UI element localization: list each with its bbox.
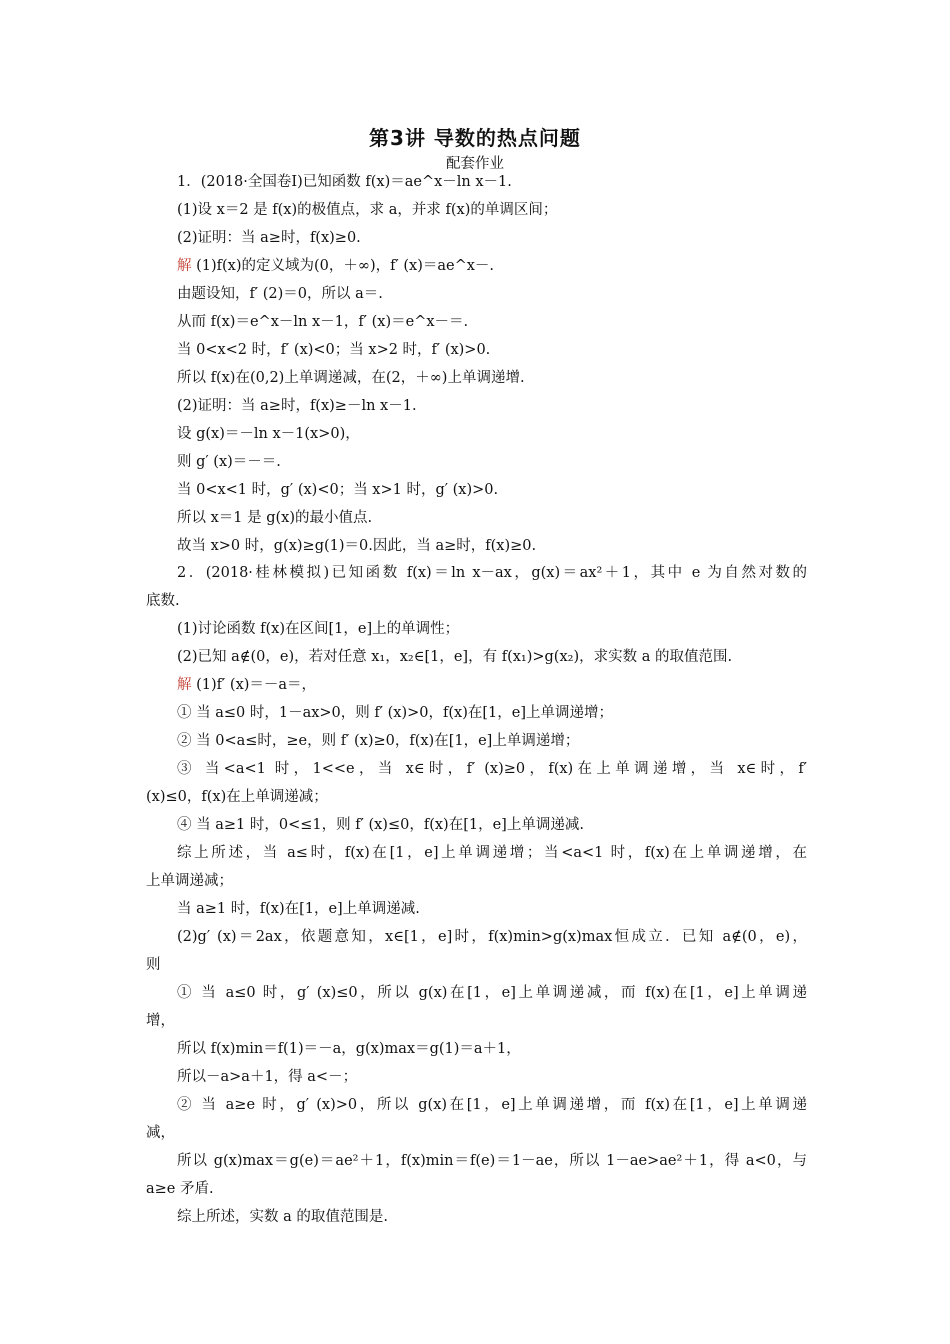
page-subtitle: 配套作业 <box>446 156 504 172</box>
text-line <box>146 871 233 891</box>
text-line-content: 当 a≥1 时，f(x)在[1，e]上单调递减. <box>177 901 420 917</box>
text-line <box>177 340 490 360</box>
text-line-content: (1)f′ (x)＝－a＝， <box>191 677 317 693</box>
text-line-content: (2)证明：当 a≥时，f(x)≥－ln x－1. <box>177 398 417 414</box>
text-line-content: 所以－a>a＋1，得 a<－； <box>177 1069 358 1085</box>
text-line-content: (2)g′ (x)＝2ax，依题意知，x∈[1，e]时，f(x)min>g(x)max恒成立．已知 a∉(0，e)， <box>177 929 807 945</box>
text-line <box>146 955 161 975</box>
text-line-content: ② 当 a≥e 时，g′ (x)>0，所以 g(x)在[1，e]上单调递增，而 f(x)在[1，e]上单调递 <box>177 1097 807 1113</box>
text-line <box>177 172 512 192</box>
text-line <box>177 927 807 947</box>
text-line <box>177 675 316 695</box>
text-line <box>177 312 468 332</box>
text-line <box>177 508 372 528</box>
text-line <box>177 536 536 556</box>
text-line <box>146 1123 175 1143</box>
text-line-content: 1．(2018·全国卷Ⅰ)已知函数 f(x)＝ae^x－ln x－1. <box>177 174 512 190</box>
text-line <box>177 1039 521 1059</box>
text-line <box>177 256 494 276</box>
text-line-content: 综上所述，实数 a 的取值范围是. <box>177 1209 388 1225</box>
text-line-content: ① 当 a≤0 时，g′ (x)≤0，所以 g(x)在[1，e]上单调递减，而 f(x)在[1，e]上单调递 <box>177 985 807 1001</box>
text-line <box>177 284 383 304</box>
text-line <box>177 899 420 919</box>
text-line <box>177 396 417 416</box>
text-line-content: 当 0<x<2 时，f′ (x)<0；当 x>2 时，f′ (x)>0. <box>177 342 491 358</box>
text-line <box>177 563 807 583</box>
text-line <box>146 1179 214 1199</box>
text-line-content: ③ 当<a<1 时，1<<e，当 x∈时，f′ (x)≥0，f(x)在上单调递增，当 x∈时，f′ <box>177 761 807 777</box>
solution-marker: 解 <box>177 258 192 274</box>
text-line <box>177 1151 807 1171</box>
text-line <box>177 647 732 667</box>
text-line-content: (2)证明：当 a≥时，f(x)≥0. <box>177 230 361 246</box>
text-line <box>177 368 525 388</box>
text-line <box>177 815 584 835</box>
text-line-content: ① 当 a≤0 时，1－ax>0，则 f′ (x)>0，f(x)在[1，e]上单调递增； <box>177 705 613 721</box>
text-line <box>177 731 579 751</box>
text-line <box>177 1067 357 1087</box>
text-line-content: (1)讨论函数 f(x)在区间[1，e]上的单调性； <box>177 621 460 637</box>
text-line <box>146 1011 175 1031</box>
text-line-content: 从而 f(x)＝e^x－ln x－1，f′ (x)＝e^x－＝. <box>177 314 469 330</box>
text-line <box>177 703 613 723</box>
text-line <box>177 424 360 444</box>
text-line-content: 所以 g(x)max＝g(e)＝ae²＋1，f(x)min＝f(e)＝1－ae，所以 1－ae>ae²＋1，得 a<0，与 <box>177 1153 807 1169</box>
text-line-content: 2．(2018·桂林模拟)已知函数 f(x)＝ln x－ax，g(x)＝ax²＋1，其中 e 为自然对数的 <box>177 565 807 581</box>
text-line-content: 所以 x＝1 是 g(x)的最小值点. <box>177 510 373 526</box>
text-line-content: (2)已知 a∉(0，e)，若对任意 x₁，x₂∈[1，e]，有 f(x₁)>g(x₂)，求实数 a 的取值范围. <box>177 649 733 665</box>
text-line-content: 底数. <box>146 593 180 609</box>
text-line <box>177 480 498 500</box>
text-line <box>146 787 328 807</box>
text-line-content: (x)≤0，f(x)在上单调递减； <box>146 789 328 805</box>
text-line-content: ② 当 0<a≤时，≥e，则 f′ (x)≥0，f(x)在[1，e]上单调递增； <box>177 733 580 749</box>
text-line-content: (1)设 x＝2 是 f(x)的极值点，求 a，并求 f(x)的单调区间； <box>177 202 558 218</box>
text-line <box>146 591 180 611</box>
text-line-content: (1)f(x)的定义域为(0，＋∞)，f′ (x)＝ae^x－. <box>191 258 495 274</box>
text-line-content: 所以 f(x)min＝f(1)＝－a，g(x)max＝g(1)＝a＋1， <box>177 1041 521 1057</box>
text-line-content: 增， <box>146 1013 175 1029</box>
text-line <box>177 759 807 779</box>
text-line-content: 上单调递减； <box>146 873 233 889</box>
page-title: 第3讲 导数的热点问题 <box>369 126 581 150</box>
text-line-content: 所以 f(x)在(0,2)上单调递减，在(2，＋∞)上单调递增. <box>177 370 525 386</box>
text-line <box>177 228 361 248</box>
text-line-content: 综上所述，当 a≤时，f(x)在[1，e]上单调递增；当<a<1 时，f(x)在上单调递增，在 <box>177 845 807 861</box>
text-line <box>177 1095 807 1115</box>
text-line <box>177 200 557 220</box>
text-line-content: 则 <box>146 957 161 973</box>
text-line-content: ④ 当 a≥1 时，0<≤1，则 f′ (x)≤0，f(x)在[1，e]上单调递减. <box>177 817 584 833</box>
text-line-content: 当 0<x<1 时，g′ (x)<0；当 x>1 时，g′ (x)>0. <box>177 482 499 498</box>
solution-marker: 解 <box>177 677 192 693</box>
text-line-content: 故当 x>0 时，g(x)≥g(1)＝0.因此，当 a≥时，f(x)≥0. <box>177 538 537 554</box>
text-line-content: 减， <box>146 1125 175 1141</box>
text-line-content: 设 g(x)＝－ln x－1(x>0)， <box>177 426 360 442</box>
text-line <box>177 619 459 639</box>
text-line <box>177 1207 388 1227</box>
text-line-content: 由题设知，f′ (2)＝0，所以 a＝. <box>177 286 383 302</box>
text-line <box>177 452 281 472</box>
text-line <box>177 843 807 863</box>
text-line-content: 则 g′ (x)＝－＝. <box>177 454 281 470</box>
text-line-content: a≥e 矛盾. <box>146 1181 214 1197</box>
text-line <box>177 983 807 1003</box>
